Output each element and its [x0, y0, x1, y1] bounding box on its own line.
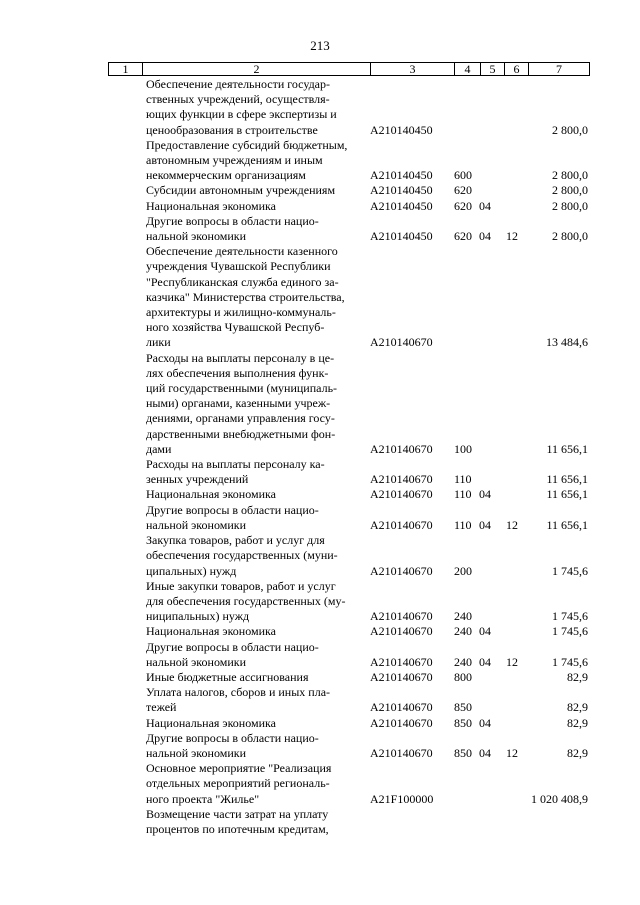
table-row: [0, 199, 640, 214]
amount: 11 656,1: [546, 487, 588, 502]
description-line: некоммерческим организациям: [146, 168, 306, 183]
expense-type: 240: [454, 609, 472, 624]
description-line: ципальных) нужд: [146, 563, 237, 578]
description-line: зенных учреждений: [146, 472, 249, 487]
header-col-2: 2: [143, 63, 371, 75]
table-row: [0, 351, 640, 457]
description-line: учреждения Чувашской Республики: [146, 259, 331, 274]
description-line: ниципальных) нужд: [146, 609, 250, 624]
expense-type: 200: [454, 563, 472, 578]
row-description: [146, 761, 358, 807]
description-line: процентов по ипотечным кредитам,: [146, 821, 329, 836]
table-row: [0, 138, 640, 184]
target-code: А210140450: [370, 168, 433, 183]
expense-type: 240: [454, 654, 472, 669]
description-line: нальной экономики: [146, 517, 246, 532]
row-description: [146, 670, 358, 685]
description-line: обеспечения государственных (муни-: [146, 548, 338, 563]
description-line: ющих функции в сфере экспертизы и: [146, 107, 337, 122]
amount: 82,9: [567, 715, 588, 730]
table-row: [0, 731, 640, 761]
amount: 82,9: [567, 745, 588, 760]
row-description: [146, 199, 358, 214]
target-code: А210140670: [370, 472, 433, 487]
target-code: А210140670: [370, 441, 433, 456]
description-line: Субсидии автономным учреждениям: [146, 183, 336, 198]
row-description: [146, 214, 358, 244]
amount: 1 745,6: [552, 609, 588, 624]
description-line: автономным учреждениям и иным: [146, 153, 323, 168]
amount: 11 656,1: [546, 441, 588, 456]
expense-type: 600: [454, 168, 472, 183]
description-line: Расходы на выплаты персоналу в це-: [146, 350, 335, 365]
expense-type: 850: [454, 745, 472, 760]
description-line: дениями, органами управления госу-: [146, 411, 335, 426]
description-line: Иные бюджетные ассигнования: [146, 669, 309, 684]
description-line: тежей: [146, 700, 177, 715]
row-description: [146, 138, 358, 184]
description-line: Другие вопросы в области нацио-: [146, 730, 319, 745]
expense-type: 620: [454, 198, 472, 213]
section-code: 04: [479, 517, 491, 532]
table-row: [0, 624, 640, 639]
expense-type: 110: [454, 517, 472, 532]
header-col-7: 7: [556, 62, 562, 76]
description-line: Расходы на выплаты персоналу ка-: [146, 457, 325, 472]
amount: 2 800,0: [552, 168, 588, 183]
table-row: [0, 579, 640, 625]
row-description: [146, 579, 358, 625]
expense-type: 620: [454, 183, 472, 198]
header-col-1: 1: [109, 63, 143, 75]
target-code: А210140670: [370, 654, 433, 669]
description-line: ценообразования в строительстве: [146, 122, 318, 137]
expense-type: 850: [454, 715, 472, 730]
description-line: нальной экономики: [146, 229, 246, 244]
amount: 82,9: [567, 700, 588, 715]
row-description: [146, 183, 358, 198]
description-line: ными) органами, казенными учреж-: [146, 396, 331, 411]
target-code: А210140670: [370, 745, 433, 760]
description-line: Обеспечение деятельности казенного: [146, 244, 338, 259]
page-number: 213: [310, 38, 330, 53]
description-line: Основное мероприятие "Реализация: [146, 761, 332, 776]
row-description: [146, 457, 358, 487]
description-line: нальной экономики: [146, 745, 246, 760]
table-row: [0, 183, 640, 198]
target-code: А210140670: [370, 563, 433, 578]
description-line: Обеспечение деятельности государ-: [146, 77, 331, 91]
description-line: дарственными внебюджетными фон-: [146, 426, 336, 441]
section-code: 04: [479, 715, 491, 730]
description-line: нальной экономики: [146, 654, 246, 669]
section-code: 04: [479, 745, 491, 760]
amount: 2 800,0: [552, 122, 588, 137]
target-code: А210140670: [370, 335, 433, 350]
target-code: А210140450: [370, 183, 433, 198]
description-line: ций государственными (муниципаль-: [146, 381, 338, 396]
subsection-code: 12: [506, 745, 518, 760]
description-line: Национальная экономика: [146, 487, 276, 502]
description-line: Иные закупки товаров, работ и услуг: [146, 578, 336, 593]
table-row: [0, 761, 640, 807]
description-line: отдельных мероприятий региональ-: [146, 776, 330, 791]
amount: 1 020 408,9: [531, 791, 588, 806]
description-line: ственных учреждений, осуществля-: [146, 92, 330, 107]
row-description: [146, 533, 358, 579]
table-row: [0, 640, 640, 670]
amount: 1 745,6: [552, 654, 588, 669]
row-description: [146, 351, 358, 457]
table-row: [0, 685, 640, 715]
target-code: А21F100000: [370, 791, 434, 806]
description-line: Национальная экономика: [146, 198, 276, 213]
target-code: А210140670: [370, 624, 433, 639]
target-code: А210140670: [370, 715, 433, 730]
description-line: ного хозяйства Чувашской Респуб-: [146, 320, 325, 335]
target-code: А210140670: [370, 517, 433, 532]
table-row: [0, 503, 640, 533]
expense-type: 240: [454, 624, 472, 639]
amount: 13 484,6: [546, 335, 588, 350]
header-col-6: 6: [505, 63, 529, 75]
expense-type: 850: [454, 700, 472, 715]
table-row: [0, 670, 640, 685]
table-row: [0, 214, 640, 244]
row-description: [146, 716, 358, 731]
row-description: [146, 624, 358, 639]
target-code: А210140450: [370, 198, 433, 213]
table-row: [0, 716, 640, 731]
table-body: [0, 77, 640, 837]
target-code: А210140670: [370, 487, 433, 502]
row-description: [146, 807, 358, 837]
table-row: [0, 533, 640, 579]
header-col-5: 5: [481, 63, 505, 75]
description-line: Уплата налогов, сборов и иных пла-: [146, 685, 331, 700]
target-code: А210140450: [370, 229, 433, 244]
expense-type: 800: [454, 669, 472, 684]
description-line: лики: [146, 335, 171, 350]
target-code: А210140670: [370, 609, 433, 624]
expense-type: 620: [454, 229, 472, 244]
amount: 2 800,0: [552, 183, 588, 198]
amount: 2 800,0: [552, 198, 588, 213]
subsection-code: 12: [506, 654, 518, 669]
amount: 11 656,1: [546, 517, 588, 532]
section-code: 04: [479, 487, 491, 502]
section-code: 04: [479, 229, 491, 244]
subsection-code: 12: [506, 229, 518, 244]
amount: 82,9: [567, 669, 588, 684]
description-line: Другие вопросы в области нацио-: [146, 639, 319, 654]
row-description: [146, 503, 358, 533]
description-line: Национальная экономика: [146, 715, 276, 730]
description-line: казчика" Министерства строительства,: [146, 289, 345, 304]
table-row: [0, 244, 640, 350]
description-line: ного проекта "Жилье": [146, 791, 260, 806]
row-description: [146, 77, 358, 138]
description-line: Другие вопросы в области нацио-: [146, 213, 319, 228]
expense-type: 100: [454, 441, 472, 456]
row-description: [146, 487, 358, 502]
description-line: Закупка товаров, работ и услуг для: [146, 533, 325, 548]
row-description: [146, 731, 358, 761]
table-row: [0, 807, 640, 837]
table-row: [0, 487, 640, 502]
description-line: Национальная экономика: [146, 624, 276, 639]
row-description: [146, 640, 358, 670]
description-line: архитектуры и жилищно-коммуналь-: [146, 305, 336, 320]
target-code: А210140450: [370, 122, 433, 137]
table-row: [0, 77, 640, 138]
expense-type: 110: [454, 472, 472, 487]
expense-type: 110: [454, 487, 472, 502]
description-line: "Республиканская служба единого за-: [146, 274, 339, 289]
target-code: А210140670: [370, 669, 433, 684]
description-line: Предоставление субсидий бюджетным,: [146, 137, 348, 152]
amount: 1 745,6: [552, 563, 588, 578]
row-description: [146, 685, 358, 715]
amount: 2 800,0: [552, 229, 588, 244]
table-header-row: [108, 62, 590, 76]
amount: 11 656,1: [546, 472, 588, 487]
description-line: для обеспечения государственных (му-: [146, 593, 346, 608]
description-line: Возмещение части затрат на уплату: [146, 806, 329, 821]
description-line: лях обеспечения выполнения функ-: [146, 365, 329, 380]
subsection-code: 12: [506, 517, 518, 532]
target-code: А210140670: [370, 700, 433, 715]
section-code: 04: [479, 624, 491, 639]
amount: 1 745,6: [552, 624, 588, 639]
header-col-3: 3: [371, 63, 455, 75]
section-code: 04: [479, 198, 491, 213]
table-row: [0, 457, 640, 487]
row-description: [146, 244, 358, 350]
description-line: Другие вопросы в области нацио-: [146, 502, 319, 517]
header-col-4: 4: [455, 63, 481, 75]
section-code: 04: [479, 654, 491, 669]
description-line: дами: [146, 441, 172, 456]
